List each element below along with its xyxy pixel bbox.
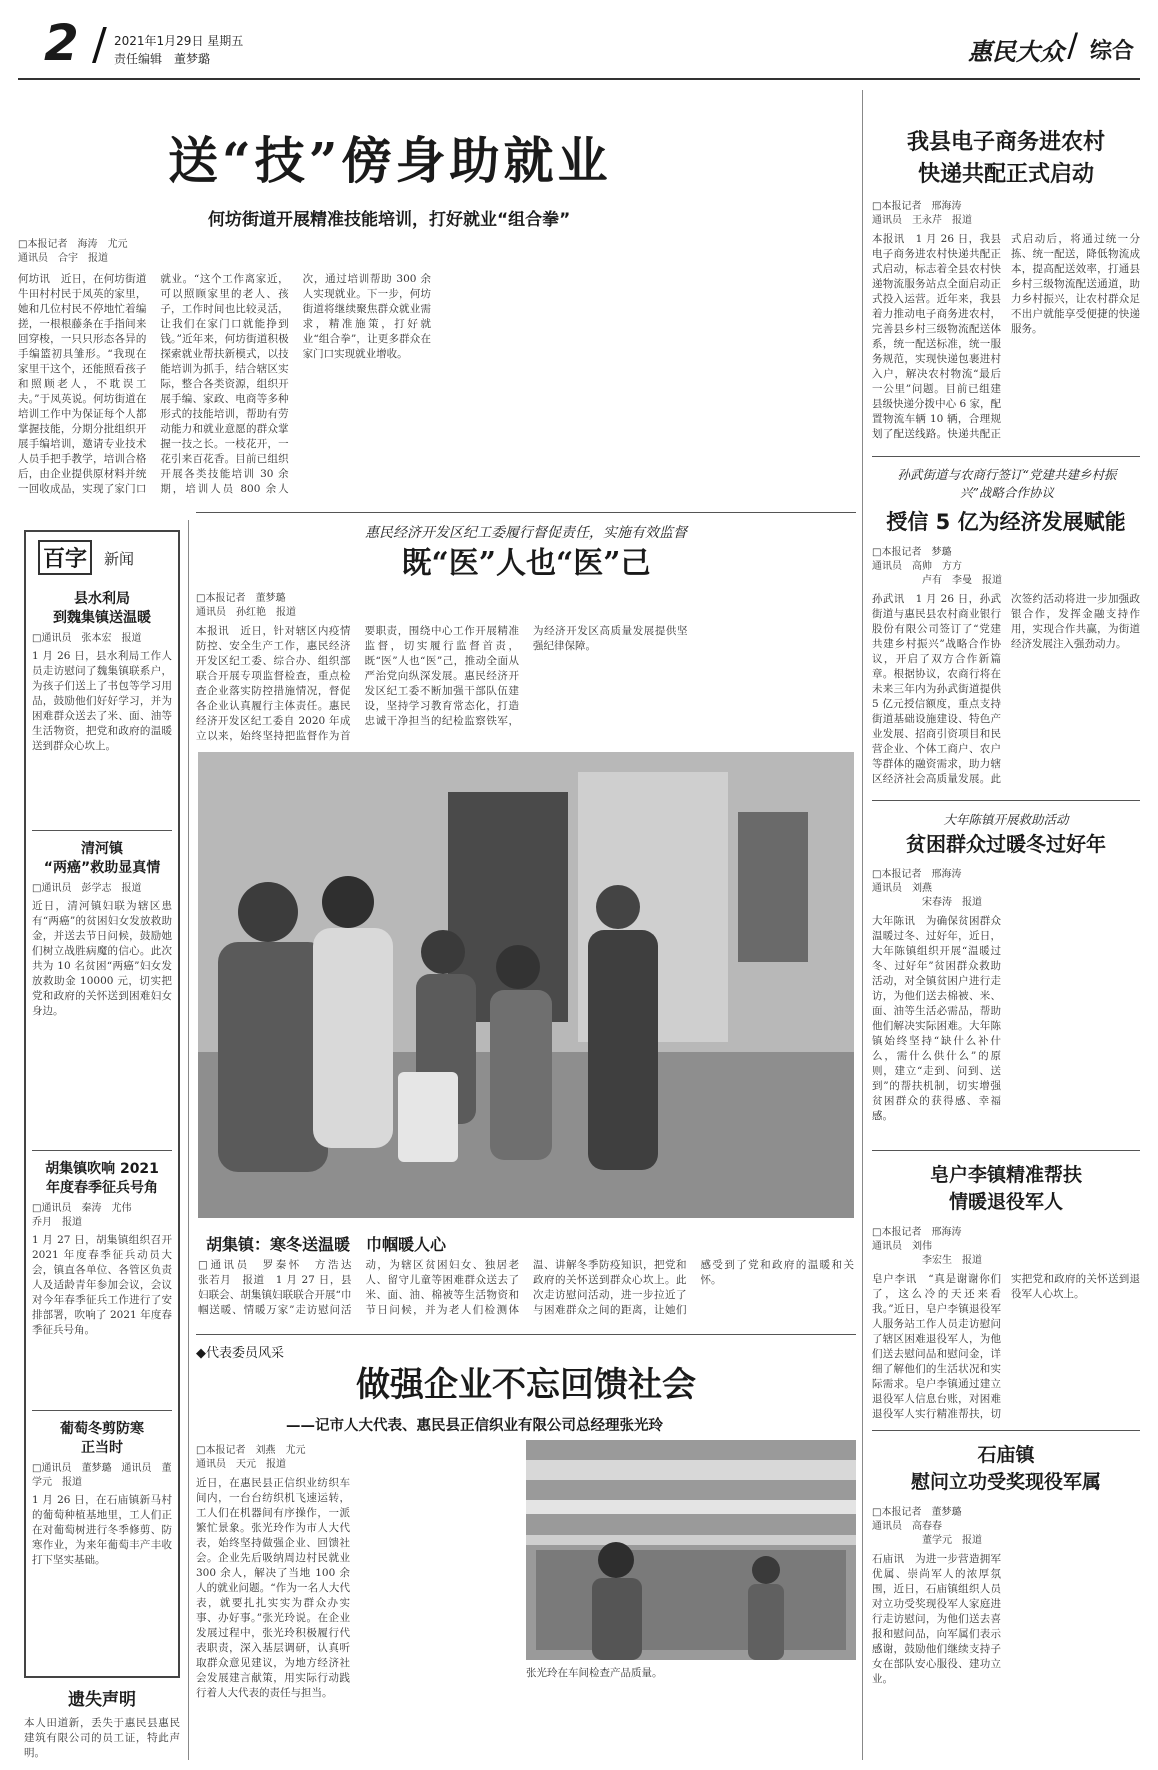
lead-rule: [196, 512, 856, 513]
bainian-item-body: 1 月 26 日，在石庙镇新马村的葡萄种植基地里，工人们正在对葡萄树进行冬季修剪、防寒作业，为来年葡萄丰产丰收打下坚实基础。: [32, 1494, 172, 1566]
bainian-divider: [32, 1410, 172, 1411]
rep-body: 近日，在惠民县正信织业纺织车间内，一台台纺织机飞速运转，工人们在机器间有序操作，一派繁忙景象。张光玲作为市人大代表，始终坚持做强企业、回馈社会。企业先后吸纳周边村民就业 300 余人，解决了当地 100 余人的就业问题。“作为一名人大代表，就要扎扎实实为群众办实事、办好事。”张光玲说。在企业发展过程中，张光玲积极履行代表职责，深入基层调研，认真听取群众意见建议，为地方经济社会发展建言献策，用实际行动践行着人大代表的责任与担当。: [196, 1477, 350, 1699]
ecommerce-rule: [872, 456, 1140, 457]
photo-rule: [196, 1334, 856, 1335]
bainian-divider: [32, 830, 172, 831]
rep-column-label: ◆代表委员风采: [196, 1346, 284, 1361]
sidebar-title: 贫困群众过暖冬过好年: [906, 832, 1106, 856]
rep-byline: □本报记者 刘燕 尤元 通讯员 天元 报道: [196, 1445, 306, 1470]
bank-byline: □本报记者 梦璐 通讯员 高帅 方方 卢有 李曼 报道: [872, 547, 1002, 586]
lead-title: 送“技”傍身助就业: [168, 131, 612, 190]
lead-body: 何坊讯 近日，在何坊街道牛田村村民于凤英的家里，她和几位村民不停地忙着编搓，一根根藤条在手指间来回穿梭，一只只形态各异的手编篮初具雏形。“我现在家里干这个，还能照看孩子和照顾老人，不耽误工夫。”于凤英说。何坊街道在培训工作中为保证每个人都掌握技能，分期分批组织开展手编培训，邀请专业技术人员手把手教学，培训合格后，由企业提供原材料并统一回收成品，实现了家门口就业。“这个工作离家近，可以照顾家里的老人、孩子，工作时间也比较灵活，让我们在家门口就能挣到钱。”近年来，何坊街道积极探索就业帮扶新模式，以技能培训为抓手，结合辖区实际，整合各类资源，组织开展手编、家政、电商等多种形式的技能培训，帮助有劳动能力和就业意愿的群众掌握一技之长。一枝花开，一花引来百花香。目前已组织开展各类技能培训 30 余期，培训人员 800 余人次，通过培训帮助 300 余人实现就业。下一步，何坊街道将继续聚焦群众就业需求，精准施策，打好就业“组合拳”，让更多群众在家门口实现就业增收。: [18, 273, 431, 495]
page-number: 2: [44, 14, 79, 72]
bainian-box: [24, 530, 180, 1678]
supervision-kicker: 惠民经济开发区纪工委履行督促责任，实施有效监督: [365, 525, 687, 541]
bainian-item-title: 县水利局 到魏集镇送温暖: [53, 591, 151, 626]
notice-title: 遗失声明: [68, 1690, 136, 1710]
sidebar-body: 皂户李讯 “真是谢谢你们了，这么冷的天还来看我。”近日，皂户李镇退役军人服务站工作人员走访慰问了辖区困难退役军人，为他们送去慰问品和慰问金，详细了解他们的生活状况和实际需求。皂户李镇通过建立退役军人信息台账，对困难退役军人实行精准帮扶，切实把党和政府的关怀送到退役军人心坎上。: [872, 1273, 1140, 1420]
ecommerce-body: 本报讯 1 月 26 日，我县电子商务进农村快递共配正式启动，标志着全县农村快递物流服务站点全面启动正式投入运营。近年来，我县着力推动电子商务进农村，完善县乡村三级物流配送体系，统一配送标准，统一服务规范，实现快递包裹进村入户，解决农村物流“最后一公里”问题。目前已组建县级快递分拨中心 6 家，配置物流车辆 10 辆，合理规划了配送线路。快递共配正式启动后，将通过统一分拣、统一配送，降低物流成本，提高配送效率，打通县乡村三级物流配送通道，助力乡村振兴，让农村群众足不出户就能享受便捷的快递服务。: [872, 233, 1140, 440]
supervision-byline: □本报记者 董梦璐 通讯员 孙红艳 报道: [196, 593, 296, 618]
sidebar-byline: □本报记者 邢海涛 通讯员 刘燕 宋春涛 报道: [872, 869, 982, 908]
bainian-item: [32, 1420, 172, 1670]
rep-photo-caption: 张光玲在车间检查产品质量。: [526, 1667, 663, 1679]
ecommerce-article: [872, 92, 1140, 452]
column-divider-left: [188, 520, 189, 1760]
bank-body: 孙武讯 1 月 26 日，孙武街道与惠民县农村商业银行股份有限公司签订了“党建共建乡村振兴”战略合作协议，开启了双方合作新篇章。根据协议，农商行将在未来三年内为孙武街道提供 5 亿元授信额度，重点支持街道基础设施建设、特色产业发展、招商引资项目和民营企业、个体工商户、农户等群体的融资需求，助力辖区经济社会高质量发展。此次签约活动将进一步加强政银合作，发挥金融支持作用，实现合作共赢，为街道经济发展注入强劲动力。: [872, 593, 1140, 785]
photo-caption: 胡集镇：寒冬送温暖 巾帼暖人心: [206, 1235, 447, 1254]
bank-rule: [872, 800, 1140, 801]
editor-line: 责任编辑 董梦璐: [114, 52, 211, 66]
notice-body: 本人田道新，丢失于惠民县惠民建筑有限公司的员工证，特此声明。: [24, 1717, 180, 1759]
section-name: 综合: [1089, 39, 1134, 64]
sidebar-article-zaohuli: [872, 1156, 1140, 1426]
sidebar-title: 皂户李镇精准帮扶 情暖退役军人: [929, 1164, 1082, 1213]
bainian-item-title: 葡萄冬剪防寒 正当时: [60, 1421, 144, 1456]
sidebar-body: 大年陈讯 为确保贫困群众温暖过冬、过好年，近日，大年陈镇组织开展“温暖过冬、过好年”贫困群众救助活动，对全镇贫困户进行走访，为他们送去棉被、米、面、油等生活必需品，帮助他们解决实际困难。大年陈镇始终坚持“缺什么补什么，需什么供什么”的原则，建立“走到、问到、送到”的帮扶机制，切实增强贫困群众的获得感、幸福感。: [872, 915, 1001, 1122]
rep-title: 做强企业不忘回馈社会: [356, 1365, 696, 1405]
sidebar-title: 石庙镇 慰问立功受奖现役军属: [910, 1444, 1101, 1493]
bainian-item-body: 1 月 26 日，县水利局工作人员走访慰问了魏集镇联系户，为孩子们送上了书包等学习用品，鼓励他们好好学习，并为困难群众送去了米、面、油等生活物资，把党和政府的温暖送到群众心坎上。: [32, 650, 172, 752]
sidebar-article-shimiao: [872, 1436, 1140, 1766]
lead-byline: □本报记者 海涛 尤元 通讯员 合宇 报道: [18, 239, 128, 264]
masthead-rule: [18, 78, 1140, 80]
page-number-slash: /: [92, 19, 107, 70]
bainian-item: [32, 1160, 182, 1400]
sidebar-rule-1: [872, 1150, 1140, 1151]
rep-photo-illustration: [526, 1440, 856, 1660]
bainian-item-byline: □通讯员 董梦璐 通讯员 董学元 报道: [32, 1463, 172, 1488]
bainian-item: [32, 840, 172, 1140]
masthead-slash: /: [1067, 26, 1078, 64]
column-divider-right: [862, 90, 863, 1760]
rep-photo: [526, 1440, 856, 1660]
bainian-label-bottom: 新闻: [104, 550, 135, 568]
sidebar-body: 石庙讯 为进一步营造拥军优属、崇尚军人的浓厚氛围，近日，石庙镇组织人员对立功受奖现役军人家庭进行走访慰问，为他们送去喜报和慰问品，向军属们表示感谢，鼓励他们继续支持子女在部队安心服役、建功立业。: [872, 1553, 1001, 1685]
bainian-item-byline: □通讯员 彭学志 报道: [32, 883, 142, 894]
photo-illustration: [198, 752, 854, 1218]
sidebar-rule-2: [872, 1430, 1140, 1431]
bainian-item-body: 近日，清河镇妇联为辖区患有“两癌”的贫困妇女发放救助金，并送去节日问候，鼓励她们树立战胜病魔的信心。此次共为 10 名贫困“两癌”妇女发放救助金 10000 元，切实把党和政府的关怀送到困难妇女身边。: [32, 900, 172, 1017]
bank-kicker: 孙武街道与农商行签订“党建共建乡村振兴”战略合作协议: [897, 467, 1117, 500]
sidebar-kicker: 大年陈镇开展救助活动: [943, 812, 1069, 827]
sidebar-article-dananchen: [872, 806, 1140, 1146]
ecommerce-title-line1: 我县电子商务进农村: [906, 130, 1105, 155]
masthead: [18, 14, 1140, 76]
bainian-item-title: 胡集镇吹响 2021 年度春季征兵号角: [45, 1161, 159, 1196]
supervision-article: [196, 518, 856, 750]
bainian-item-body: 1 月 27 日，胡集镇组织召开 2021 年度春季征兵动员大会，镇直各单位、各管区负责人及适龄青年参加会议，会议对今年春季征兵工作进行了安排部署，吹响了 2021 年度春季征兵号角。: [32, 1234, 172, 1336]
sidebar-byline: □本报记者 董梦璐 通讯员 高春春 董学元 报道: [872, 1507, 982, 1546]
supervision-body: 本报讯 近日，针对辖区内疫情防控、安全生产工作，惠民经济开发区纪工委、综合办、组织部联合开展专项监督检查，重点检查企业落实防控措施情况，督促各企业认真履行主体责任。惠民经济开发区纪工委自 2020 年成立以来，始终坚持把监督作为首要职责，围绕中心工作开展精准监督，切实履行监督首责，既“医”人也“医”己，推动全面从严治党向纵深发展。惠民经济开发区纪工委不断加强干部队伍建设，坚持学习教育常态化，打造忠诚干净担当的纪检监察铁军，为经济开发区高质量发展提供坚强纪律保障。: [196, 625, 688, 742]
rep-article: [196, 1340, 856, 1764]
bainian-item-byline: □通讯员 张本宏 报道: [32, 633, 142, 644]
paper-name: 惠民大众: [968, 37, 1064, 66]
bainian-item: [32, 590, 172, 820]
lost-notice: [24, 1688, 180, 1764]
bainian-divider: [32, 1150, 172, 1151]
sidebar-byline: □本报记者 邢海涛 通讯员 刘伟 李宏生 报道: [872, 1227, 982, 1266]
ecommerce-title-line2: 快递共配正式启动: [917, 162, 1094, 187]
supervision-title: 既“医”人也“医”己: [401, 546, 651, 581]
rep-subtitle: ——记市人大代表、惠民县正信织业有限公司总经理张光玲: [286, 1418, 663, 1434]
bainian-item-title: 清河镇 “两癌”救助显真情: [43, 841, 161, 876]
bainian-label-top: 百字: [38, 540, 92, 575]
date-line: 2021年1月29日 星期五: [114, 34, 244, 48]
ecommerce-byline: □本报记者 邢海涛 通讯员 王永芹 报道: [872, 201, 972, 226]
bank-title: 授信 5 亿为经济发展赋能: [886, 510, 1126, 534]
bainian-label: [34, 538, 170, 582]
lead-article: [18, 90, 858, 510]
bainian-item-byline: □通讯员 秦涛 尤伟 乔月 报道: [32, 1203, 182, 1228]
lead-subtitle: 何坊街道开展精准技能培训，打好就业“组合拳”: [208, 210, 571, 230]
bank-article: [872, 462, 1140, 802]
photo-text: □通讯员 罗秦怀 方浩达 张若月 报道 1 月 27 日，县妇联会、胡集镇妇联联合开展“巾帼送暖、情暖万家”走访慰问活动，为辖区贫困妇女、独居老人、留守儿童等困难群众送去了米、面、油、棉被等生活物资和节日问候，并为老人们检测体温、讲解冬季防疫知识，把党和政府的关怀送到群众心坎上。此次走访慰问活动，进一步拉近了与困难群众之间的距离，让她们感受到了党和政府的温暖和关怀。: [198, 1259, 854, 1316]
news-photo: [198, 752, 854, 1218]
